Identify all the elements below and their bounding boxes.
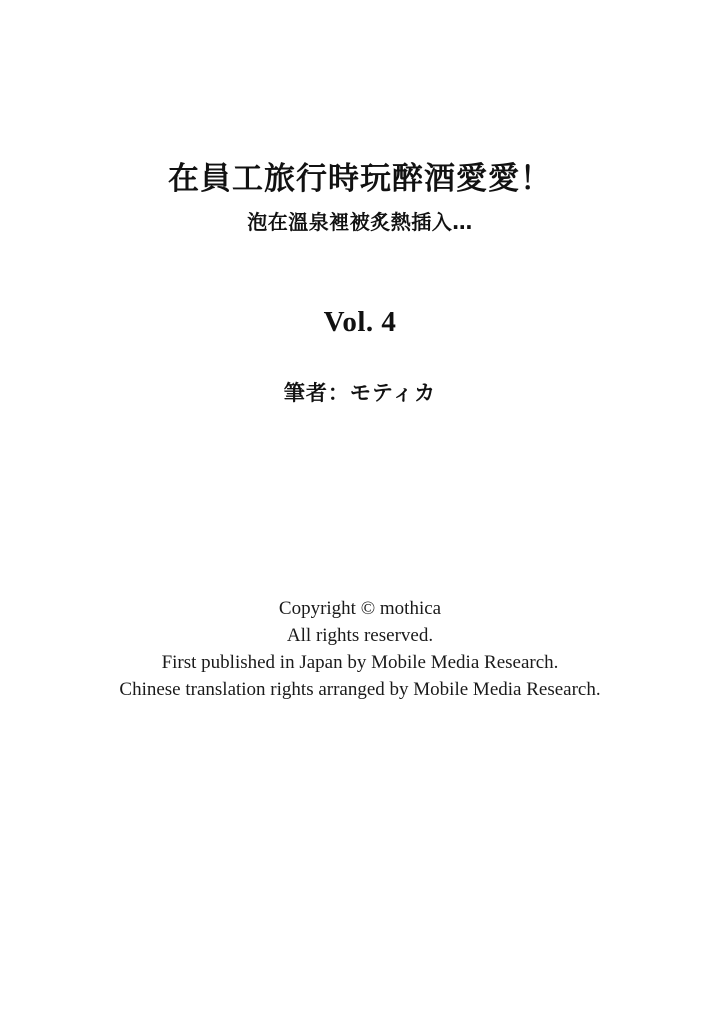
author-label: 筆者：モティカ [283,381,437,405]
copyright-line: Chinese translation rights arranged by Mobile Media Research. [119,678,601,700]
page-subtitle: 泡在溫泉裡被炙熱插入… [247,209,473,234]
volume-label: Vol. 4 [323,306,397,338]
copyright-line: Copyright © mothica [278,598,442,619]
title-block [0,160,720,235]
page-title: 在員工旅行時玩醉酒愛愛！ [168,161,552,197]
copyright-line: First published in Japan by Mobile Media Research. [161,651,559,673]
copyright-line: All rights reserved. [286,624,434,646]
copyright-block [0,596,720,704]
